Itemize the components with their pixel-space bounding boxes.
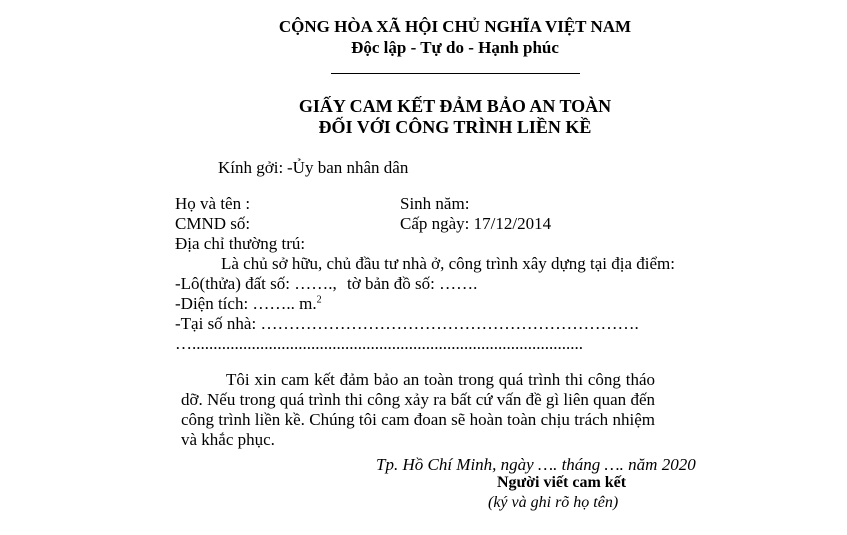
signer-title: Người viết cam kết	[497, 474, 627, 491]
lot-number: -Lô(thửa) đất số: …….,	[175, 274, 337, 293]
id-number-label: CMND số:	[175, 214, 251, 233]
recipient-value: -Ủy ban nhân dân	[287, 158, 409, 177]
issue-date-label: Cấp ngày: 17/12/2014	[400, 214, 552, 233]
signature-note: (ký và ghi rõ họ tên)	[488, 494, 619, 511]
name-label: Họ và tên :	[175, 194, 251, 213]
address-label: Địa chỉ thường trú:	[175, 234, 306, 253]
commitment-paragraph	[181, 370, 655, 450]
commitment-text: Tôi xin cam kết đảm bảo an toàn trong quá trình thi công tháo dỡ. Nếu trong quá trình thi công xảy ra bất cứ vấn đề gì liên quan đến công trình liền kề. Chúng tôi cam đoan sẽ hoàn toàn chịu trách nhiệm và khắc phục.	[181, 370, 655, 449]
owner-intro: Là chủ sở hữu, chủ đầu tư nhà ở, công trình xây dựng tại địa điểm:	[221, 254, 675, 273]
heading-divider	[331, 73, 580, 74]
map-sheet-number: tờ bản đồ số: …….	[347, 274, 478, 293]
recipient-label: Kính gởi:	[218, 158, 284, 177]
house-number-line: -Tại số nhà: ………………………………………………………….	[175, 314, 639, 333]
document-title-line2: ĐỐI VỚI CÔNG TRÌNH LIỀN KỀ	[318, 117, 592, 137]
area-line	[175, 294, 322, 314]
dots-line: …............................................................................................	[175, 334, 583, 353]
area-text: -Diện tích: …….. m.	[175, 294, 317, 313]
motto: Độc lập - Tự do - Hạnh phúc	[351, 38, 559, 57]
birth-year-label: Sinh năm:	[400, 194, 470, 213]
document-title-line1: GIẤY CAM KẾT ĐẢM BẢO AN TOÀN	[298, 96, 612, 116]
country-heading: CỘNG HÒA XÃ HỘI CHỦ NGHĨA VIỆT NAM	[278, 17, 632, 36]
place-date: Tp. Hồ Chí Minh, ngày …. tháng …. năm 2020	[376, 455, 696, 474]
area-unit-superscript: 2	[316, 294, 322, 306]
